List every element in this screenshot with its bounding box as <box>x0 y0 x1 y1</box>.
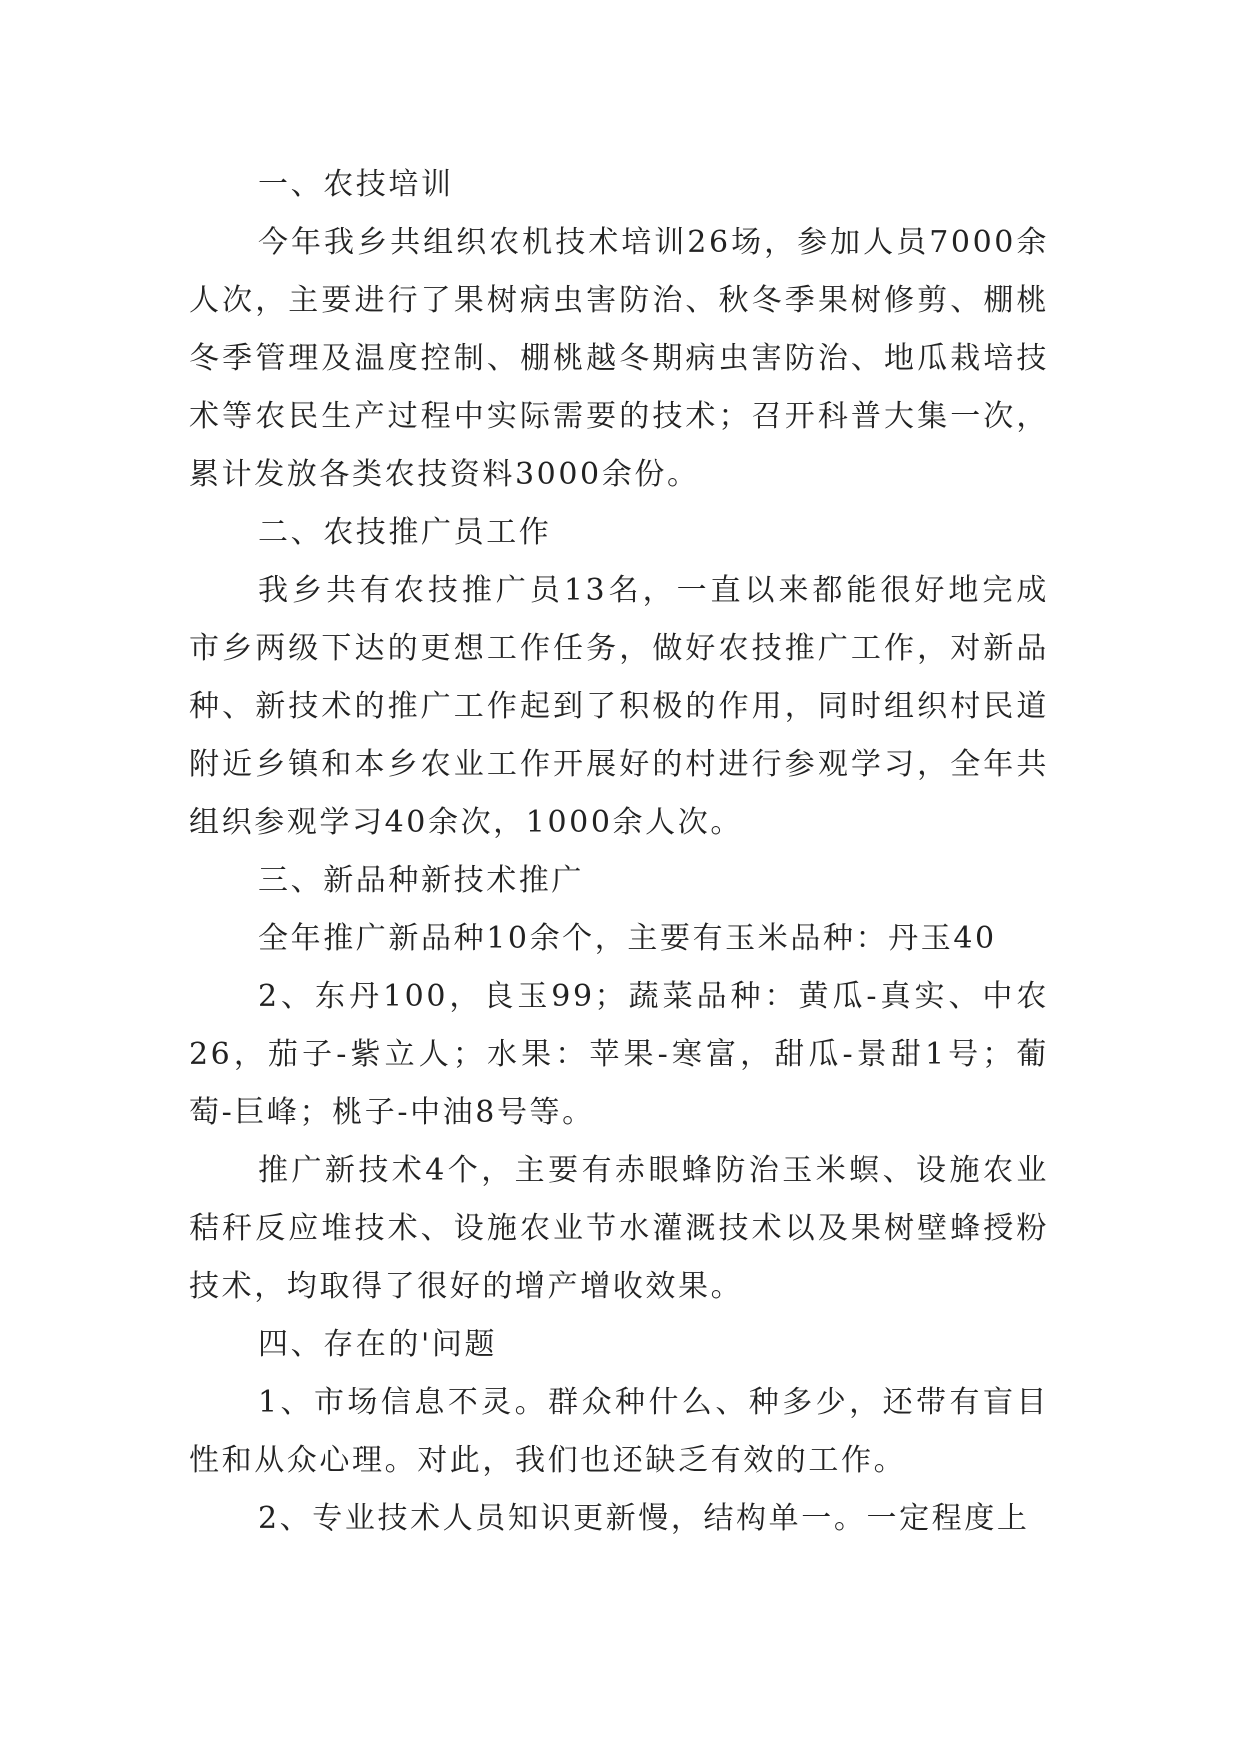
paragraph-new-varieties-list: 2、东丹100，良玉99；蔬菜品种：黄瓜-真实、中农26，茄子-紫立人；水果：苹果-寒富，甜瓜-景甜1号；葡萄-巨峰；桃子-中油8号等。 <box>189 979 1049 1130</box>
section-heading-problems: 四、存在的'问题 <box>258 1327 498 1362</box>
paragraph-problem-2: 2、专业技术人员知识更新慢，结构单一。一定程度上 <box>258 1501 1030 1536</box>
section-heading-new-varieties: 三、新品种新技术推广 <box>258 863 584 898</box>
paragraph-extension-staff: 我乡共有农技推广员13名，一直以来都能很好地完成市乡两级下达的更想工作任务，做好农技推广工作，对新品种、新技术的推广工作起到了积极的作用，同时组织村民道附近乡镇和本乡农业工作开展好的村进行参观学习，全年共组织参观学习40余次，1000余人次。 <box>189 573 1049 840</box>
document-body <box>189 156 1049 1548</box>
section-heading-training: 一、农技培训 <box>258 167 454 202</box>
paragraph-training: 今年我乡共组织农机技术培训26场，参加人员7000余人次，主要进行了果树病虫害防治、秋冬季果树修剪、棚桃冬季管理及温度控制、棚桃越冬期病虫害防治、地瓜栽培技术等农民生产过程中实际需要的技术；召开科普大集一次，累计发放各类农技资料3000余份。 <box>189 225 1049 492</box>
section-heading-extension-staff: 二、农技推广员工作 <box>258 515 552 550</box>
paragraph-problem-1: 1、市场信息不灵。群众种什么、种多少，还带有盲目性和从众心理。对此，我们也还缺乏有效的工作。 <box>189 1385 1049 1478</box>
paragraph-new-varieties-intro: 全年推广新品种10余个，主要有玉米品种：丹玉40 <box>258 921 997 956</box>
paragraph-new-techniques: 推广新技术4个，主要有赤眼蜂防治玉米螟、设施农业秸秆反应堆技术、设施农业节水灌溉技术以及果树壁蜂授粉技术，均取得了很好的增产增收效果。 <box>189 1153 1049 1304</box>
